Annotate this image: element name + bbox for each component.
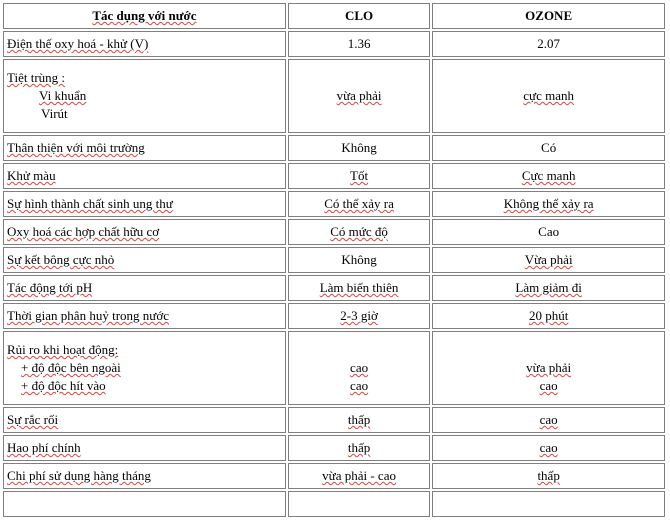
table-row bbox=[3, 407, 665, 433]
ozone-value-text: thấp bbox=[537, 468, 560, 483]
ozone-value bbox=[432, 275, 665, 301]
ozone-value-text: Không thể xảy ra bbox=[503, 196, 594, 211]
row-label bbox=[3, 247, 286, 273]
row-label-text: Oxy hoá các hợp chất hữu cơ bbox=[7, 224, 160, 239]
ozone-value bbox=[432, 303, 665, 329]
ozone-value bbox=[432, 247, 665, 273]
row-label-text: Tiệt trùng : bbox=[7, 70, 66, 85]
row-label-text: Điện thế oxy hoá - khử (V) bbox=[7, 36, 149, 51]
clo-value: 1.36 bbox=[288, 31, 430, 57]
row-label-text: Tác động tới pH bbox=[7, 280, 93, 295]
row-label bbox=[3, 303, 286, 329]
table-row bbox=[3, 135, 665, 161]
ozone-value: 2.07 bbox=[432, 31, 665, 57]
table-row bbox=[3, 247, 665, 273]
row-label-text: Hao phí chính bbox=[7, 440, 81, 455]
table-row-partial bbox=[3, 491, 665, 517]
ozone-value: Có bbox=[432, 135, 665, 161]
empty-cell bbox=[3, 491, 286, 517]
clo-value-text: Làm biến thiên bbox=[319, 280, 399, 295]
clo-value-text: Có thể xảy ra bbox=[324, 196, 394, 211]
table-row bbox=[3, 331, 665, 405]
clo-value bbox=[288, 163, 430, 189]
row-label bbox=[3, 331, 286, 405]
row-label bbox=[3, 163, 286, 189]
table-row bbox=[3, 163, 665, 189]
clo-value bbox=[288, 191, 430, 217]
clo-value-text: vừa phải bbox=[336, 88, 382, 103]
row-label-text: Sự kết bông cực nhỏ bbox=[7, 252, 115, 267]
ozone-value bbox=[432, 463, 665, 489]
clo-inhaled-value: cao bbox=[350, 378, 369, 393]
ozone-inhaled-value: cao bbox=[539, 378, 558, 393]
ozone-external-value: vừa phải bbox=[526, 360, 572, 375]
table-row bbox=[3, 463, 665, 489]
empty-cell bbox=[288, 491, 430, 517]
ozone-value-text: Làm giảm đi bbox=[515, 280, 582, 295]
ozone-value bbox=[432, 191, 665, 217]
row-label bbox=[3, 219, 286, 245]
table-row bbox=[3, 31, 665, 57]
empty-cell bbox=[432, 491, 665, 517]
clo-value bbox=[288, 435, 430, 461]
ozone-value-text: Cực manh bbox=[521, 168, 576, 183]
row-label-text: Chi phí sử dụng hàng tháng bbox=[7, 468, 151, 483]
clo-value-text: Tốt bbox=[350, 168, 369, 183]
row-label-text: Thân thiện với môi trường bbox=[7, 140, 145, 155]
sub-label-virus: Virút bbox=[41, 106, 68, 121]
row-label-text: Rủi ro khi hoạt động: bbox=[7, 342, 119, 357]
row-label-text: Sự rắc rối bbox=[7, 412, 59, 427]
table-row bbox=[3, 275, 665, 301]
ozone-value bbox=[432, 163, 665, 189]
sub-label-external-toxicity: + độ độc bên ngoài bbox=[21, 360, 121, 375]
clo-value-text: thấp bbox=[347, 412, 371, 427]
ozone-value-text: 20 phút bbox=[528, 308, 569, 323]
row-label bbox=[3, 435, 286, 461]
clo-value bbox=[288, 275, 430, 301]
row-label bbox=[3, 275, 286, 301]
row-label bbox=[3, 31, 286, 57]
clo-value bbox=[288, 303, 430, 329]
sub-label-bacteria: Vi khuẩn bbox=[39, 88, 87, 103]
clo-value bbox=[288, 407, 430, 433]
header-criteria bbox=[3, 3, 286, 29]
table-row bbox=[3, 59, 665, 133]
ozone-value-text: cao bbox=[539, 412, 558, 427]
clo-value-text: 2-3 giờ bbox=[340, 308, 378, 323]
row-label-text: Thời gian phân huỷ trong nước bbox=[7, 308, 169, 323]
row-label bbox=[3, 407, 286, 433]
row-label bbox=[3, 135, 286, 161]
sub-label-inhaled-toxicity: + độ độc hít vào bbox=[21, 378, 106, 393]
clo-value bbox=[288, 219, 430, 245]
clo-value-text: vừa phải - cao bbox=[322, 468, 396, 483]
row-label-text: Sự hình thành chất sinh ung thư bbox=[7, 196, 173, 211]
table-row bbox=[3, 435, 665, 461]
ozone-value-text: cực manh bbox=[523, 88, 574, 103]
clo-value bbox=[288, 331, 430, 405]
ozone-value bbox=[432, 331, 665, 405]
table-row bbox=[3, 303, 665, 329]
table-row bbox=[3, 219, 665, 245]
table-row bbox=[3, 191, 665, 217]
clo-value bbox=[288, 463, 430, 489]
ozone-value: Cao bbox=[432, 219, 665, 245]
clo-value: Không bbox=[288, 135, 430, 161]
ozone-value-text: Vừa phải bbox=[524, 252, 573, 267]
ozone-value-text: cao bbox=[539, 440, 558, 455]
header-ozone: OZONE bbox=[432, 3, 665, 29]
row-label-text: Khử màu bbox=[7, 168, 56, 183]
ozone-value bbox=[432, 59, 665, 133]
ozone-value bbox=[432, 435, 665, 461]
clo-value: Không bbox=[288, 247, 430, 273]
ozone-value bbox=[432, 407, 665, 433]
row-label bbox=[3, 463, 286, 489]
header-row bbox=[3, 3, 665, 29]
clo-value-text: Có mức độ bbox=[330, 224, 388, 239]
clo-value bbox=[288, 59, 430, 133]
header-clo: CLO bbox=[288, 3, 430, 29]
header-criteria-text: Tác dụng với nước bbox=[92, 8, 197, 23]
clo-value-text: thấp bbox=[347, 440, 371, 455]
clo-external-value: cao bbox=[350, 360, 369, 375]
row-label bbox=[3, 59, 286, 133]
row-label bbox=[3, 191, 286, 217]
comparison-table bbox=[1, 1, 667, 519]
